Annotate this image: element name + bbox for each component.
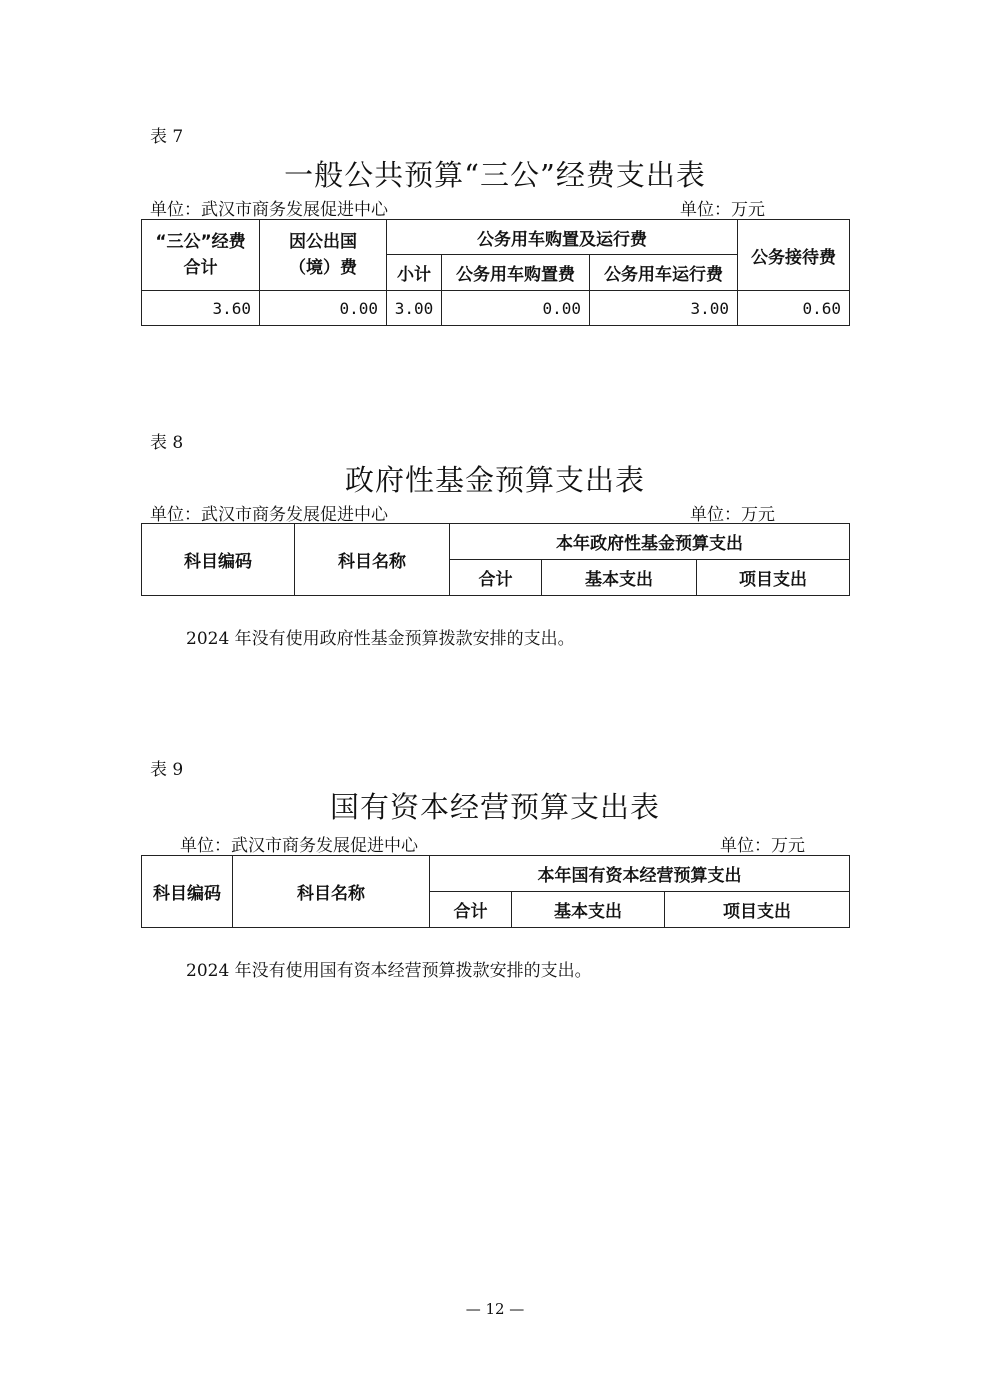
header-abroad-fee: 因公出国（境）费 xyxy=(260,220,387,291)
header-subtotal: 小计 xyxy=(387,255,442,291)
table8-label: 表 8 xyxy=(150,433,184,453)
header-vehicle-purchase: 公务用车购置费 xyxy=(442,255,590,291)
table9-unit-right: 单位：万元 xyxy=(720,836,805,856)
table7-label: 表 7 xyxy=(150,127,184,147)
table7 xyxy=(141,219,850,326)
table8-unit-right: 单位：万元 xyxy=(690,505,775,525)
table7-unit-left: 单位：武汉市商务发展促进中心 xyxy=(150,200,388,220)
table9-unit-left: 单位：武汉市商务发展促进中心 xyxy=(180,836,418,856)
table8-title: 政府性基金预算支出表 xyxy=(344,463,645,497)
header-name: 科目名称 xyxy=(295,524,450,596)
table9-title: 国有资本经营预算支出表 xyxy=(329,790,660,824)
header-reception-fee: 公务接待费 xyxy=(738,220,850,291)
value-purchase: 0.00 xyxy=(442,291,590,326)
table7-unit-right: 单位：万元 xyxy=(680,200,765,220)
value-reception: 0.60 xyxy=(738,291,850,326)
table9 xyxy=(141,855,850,928)
value-operation: 3.00 xyxy=(590,291,738,326)
value-subtotal: 3.00 xyxy=(387,291,442,326)
value-total: 3.60 xyxy=(142,291,260,326)
header-three-public-total: “三公”经费合计 xyxy=(142,220,260,291)
page-number: — 12 — xyxy=(465,1300,525,1318)
header-group: 本年政府性基金预算支出 xyxy=(450,524,850,560)
header-code: 科目编码 xyxy=(142,524,295,596)
header-project: 项目支出 xyxy=(665,892,850,928)
value-abroad: 0.00 xyxy=(260,291,387,326)
table8-note: 2024 年没有使用政府性基金预算拨款安排的支出。 xyxy=(186,629,575,649)
header-total: 合计 xyxy=(430,892,512,928)
header-project: 项目支出 xyxy=(697,560,850,596)
table9-label: 表 9 xyxy=(150,760,184,780)
header-name: 科目名称 xyxy=(233,856,430,928)
header-basic: 基本支出 xyxy=(542,560,697,596)
header-total: 合计 xyxy=(450,560,542,596)
table9-note: 2024 年没有使用国有资本经营预算拨款安排的支出。 xyxy=(186,961,592,981)
header-vehicle-operation: 公务用车运行费 xyxy=(590,255,738,291)
table8-unit-left: 单位：武汉市商务发展促进中心 xyxy=(150,505,388,525)
header-group: 本年国有资本经营预算支出 xyxy=(430,856,850,892)
table8 xyxy=(141,523,850,596)
header-basic: 基本支出 xyxy=(512,892,665,928)
header-code: 科目编码 xyxy=(142,856,233,928)
header-vehicle-group: 公务用车购置及运行费 xyxy=(387,220,738,255)
table7-title: 一般公共预算“三公”经费支出表 xyxy=(284,158,706,192)
